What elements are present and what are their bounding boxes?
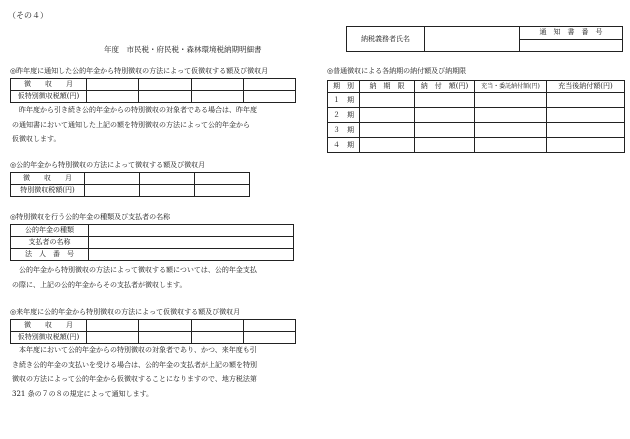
sec5-heading: ◎普通徴収による各納期の納付額及び納期限 [327,67,467,75]
sec4-paragraph [12,343,257,401]
sec5-table [327,80,625,153]
sec1-heading: ◎昨年度に通知した公的年金から特別徴収の方法によって仮徴収する額及び徴収月 [10,67,269,75]
sec2-heading: ◎公的年金から特別徴収の方法によって徴収する額及び徴収月 [10,161,206,169]
collection-month-label: 徴 収 月 [11,79,87,91]
para-line: 公的年金から特別徴収の方法によって徴収する額については、公的年金支払 [12,266,257,274]
period-4-label: ４ 期 [328,138,360,153]
para-line: 仮徴収します。 [12,135,61,143]
cell[interactable] [89,249,294,261]
cell[interactable] [360,138,415,153]
collection-month-label: 徴 収 月 [11,320,87,332]
corporate-number-label: 法 人 番 号 [11,249,89,261]
cell[interactable] [191,332,243,344]
sec3-paragraph [12,263,257,292]
provisional-tax-label: 仮特別徴収税額(円) [11,91,87,103]
para-line: 徴収の方法によって公的年金から仮徴収することになりますので、地方税法第 [12,375,257,383]
cell[interactable] [243,320,295,332]
cell[interactable] [547,108,625,123]
payer-name-label: 支払者の名称 [11,237,89,249]
para-line: の通知書において通知した上記の額を特別徴収の方法によって公的年金から [12,120,250,129]
collection-month-label: 徴 収 月 [11,173,85,185]
applied-amount-header: 充当・委託納付額(円) [475,81,547,93]
provisional-tax-label: 仮特別徴収税額(円) [11,332,87,344]
cell[interactable] [243,79,295,91]
period-header: 期 別 [328,81,360,93]
cell[interactable] [195,173,250,185]
cell[interactable] [360,123,415,138]
taxpayer-name-label: 納税義務者氏名 [347,27,425,52]
taxpayer-name-value[interactable] [425,27,520,52]
document-title: 年度 市民税・府民税・森林環境税納期明細書 [104,45,262,54]
cell[interactable] [415,93,475,108]
cell[interactable] [191,91,243,103]
para-line: 昨年度から引き続き公的年金からの特別徴収の対象者である場合は、昨年度 [12,106,257,114]
cell[interactable] [87,79,139,91]
cell[interactable] [191,320,243,332]
cell[interactable] [475,138,547,153]
cell[interactable] [139,320,191,332]
sec4-table [10,319,296,344]
sec4-heading: ◎来年度に公的年金から特別徴収の方法によって仮徴収する額及び徴収月 [10,308,241,316]
cell[interactable] [475,108,547,123]
cell[interactable] [139,79,191,91]
sec2-table [10,172,250,197]
due-date-header: 納 期 限 [360,81,415,93]
period-3-label: ３ 期 [328,123,360,138]
cell[interactable] [415,138,475,153]
cell[interactable] [547,123,625,138]
cell[interactable] [415,123,475,138]
notice-number-label: 通 知 書 番 号 [520,27,623,40]
cell[interactable] [139,91,191,103]
cell[interactable] [85,173,140,185]
cell[interactable] [85,185,140,197]
cell[interactable] [140,185,195,197]
pension-type-label: 公的年金の種類 [11,225,89,237]
cell[interactable] [191,79,243,91]
page-label: （その４） [8,11,48,20]
cell[interactable] [87,332,139,344]
para-line: き続き公的年金の支払いを受ける場合は、公的年金の支払者が上記の額を特別 [12,360,257,369]
cell[interactable] [87,91,139,103]
sec1-table [10,78,296,103]
payment-amount-header: 納 付 額(円) [415,81,475,93]
cell[interactable] [89,237,294,249]
cell[interactable] [360,108,415,123]
para-line: 本年度において公的年金からの特別徴収の対象者であり、かつ、来年度も引 [12,346,257,354]
cell[interactable] [89,225,294,237]
cell[interactable] [547,138,625,153]
cell[interactable] [360,93,415,108]
header-box [346,26,623,52]
sec3-table [10,224,294,261]
cell[interactable] [195,185,250,197]
para-line: の際に、上記の公的年金からその支払者が徴収します。 [12,280,187,289]
cell[interactable] [475,93,547,108]
period-2-label: ２ 期 [328,108,360,123]
cell[interactable] [140,173,195,185]
cell[interactable] [243,332,295,344]
special-tax-label: 特別徴収税額(円) [11,185,85,197]
cell[interactable] [415,108,475,123]
cell[interactable] [139,332,191,344]
cell[interactable] [243,91,295,103]
para-line: 321 条の７の８の規定によって通知します。 [12,389,154,398]
sec1-paragraph [12,103,257,147]
sec3-heading: ◎特別徴収を行う公的年金の種類及び支払者の名称 [10,213,171,221]
notice-number-value[interactable] [520,39,623,52]
cell[interactable] [475,123,547,138]
cell[interactable] [547,93,625,108]
period-1-label: １ 期 [328,93,360,108]
cell[interactable] [87,320,139,332]
after-applied-header: 充当後納付額(円) [547,81,625,93]
